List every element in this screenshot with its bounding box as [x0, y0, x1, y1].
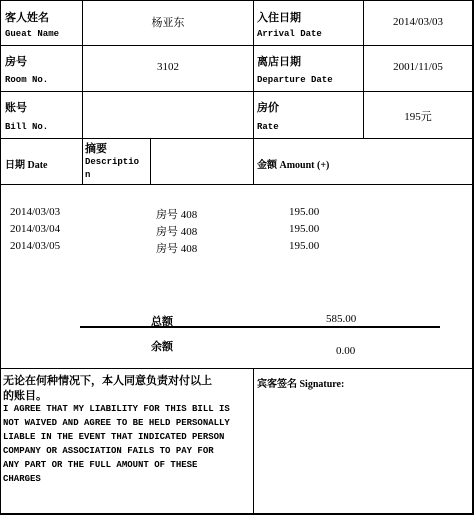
total-rule — [80, 326, 440, 328]
guest-name-value: 杨亚东 — [151, 17, 185, 29]
signature-label: 宾客签名 Signature: — [257, 379, 345, 390]
arrival-label-en: Arrival Date — [257, 29, 322, 39]
row-2-desc: 房号 408 — [156, 226, 198, 238]
border-top — [0, 0, 474, 1]
vline-desc-blank — [150, 138, 151, 185]
room-number-value: 3102 — [157, 61, 179, 73]
row-1-date: 2014/03/03 — [10, 206, 61, 218]
agreement-cn-line-2: 的账目。 — [3, 390, 47, 402]
arrival-date-value: 2014/03/03 — [392, 16, 444, 28]
row-3-amount: 195.00 — [289, 240, 320, 252]
rate-label-en: Rate — [257, 122, 279, 132]
room-label-cn: 房号 — [5, 56, 27, 68]
vline-footer — [253, 368, 254, 514]
agreement-en-line-5: ANY PART OR THE FULL AMOUNT OF THESE — [3, 460, 198, 470]
rate-value: 195元 — [404, 111, 432, 123]
agreement-en-line-4: COMPANY OR ASSOCIATION FAILS TO PAY FOR — [3, 446, 214, 456]
agreement-en-line-6: CHARGES — [3, 474, 41, 484]
column-header-date: 日期 Date — [5, 160, 48, 171]
total-label: 总额 — [151, 316, 173, 328]
row-1-desc: 房号 408 — [156, 209, 198, 221]
guest-label-cn: 客人姓名 — [5, 12, 49, 24]
rule-2 — [0, 91, 474, 92]
departure-label-cn: 离店日期 — [257, 56, 301, 68]
agreement-en-line-2: NOT WAIVED AND AGREE TO BE HELD PERSONALLY — [3, 418, 230, 428]
vline-mid — [253, 0, 254, 185]
departure-date-value: 2001/11/05 — [393, 61, 443, 73]
rule-3 — [0, 138, 474, 139]
guest-label-en: Gueat Name — [5, 29, 60, 39]
bill-label-cn: 账号 — [5, 102, 27, 114]
balance-value: 0.00 — [336, 345, 356, 357]
row-3-date: 2014/03/05 — [10, 240, 61, 252]
arrival-label-cn: 入住日期 — [257, 12, 301, 24]
column-header-desc-en-2: n — [85, 170, 91, 180]
border-left — [0, 0, 1, 515]
balance-label: 余额 — [151, 341, 173, 353]
total-value: 585.00 — [326, 313, 357, 325]
column-header-desc-en-1: Descriptio — [85, 157, 140, 167]
departure-label-en: Departure Date — [257, 75, 333, 85]
column-header-desc-cn: 摘要 — [85, 143, 107, 155]
rule-5 — [0, 368, 474, 369]
rule-1 — [0, 45, 474, 46]
signature-field[interactable] — [255, 392, 471, 510]
agreement-en-line-1: I AGREE THAT MY LIABILITY FOR THIS BILL IS — [3, 404, 230, 414]
agreement-cn-line-1: 无论在何种情况下，本人同意负责对付以上 — [3, 375, 212, 387]
rule-4 — [0, 184, 474, 185]
row-3-desc: 房号 408 — [156, 243, 198, 255]
rate-label-cn: 房价 — [257, 102, 279, 114]
vline-date-desc — [82, 138, 83, 185]
row-2-date: 2014/03/04 — [10, 223, 61, 235]
row-2-amount: 195.00 — [289, 223, 320, 235]
bill-label-en: Bill No. — [5, 122, 49, 132]
room-label-en: Room No. — [5, 75, 49, 85]
agreement-en-line-3: LIABLE IN THE EVENT THAT INDICATED PERSON — [3, 432, 225, 442]
column-header-amount: 金额 Amount (+) — [257, 160, 330, 171]
row-1-amount: 195.00 — [289, 206, 320, 218]
